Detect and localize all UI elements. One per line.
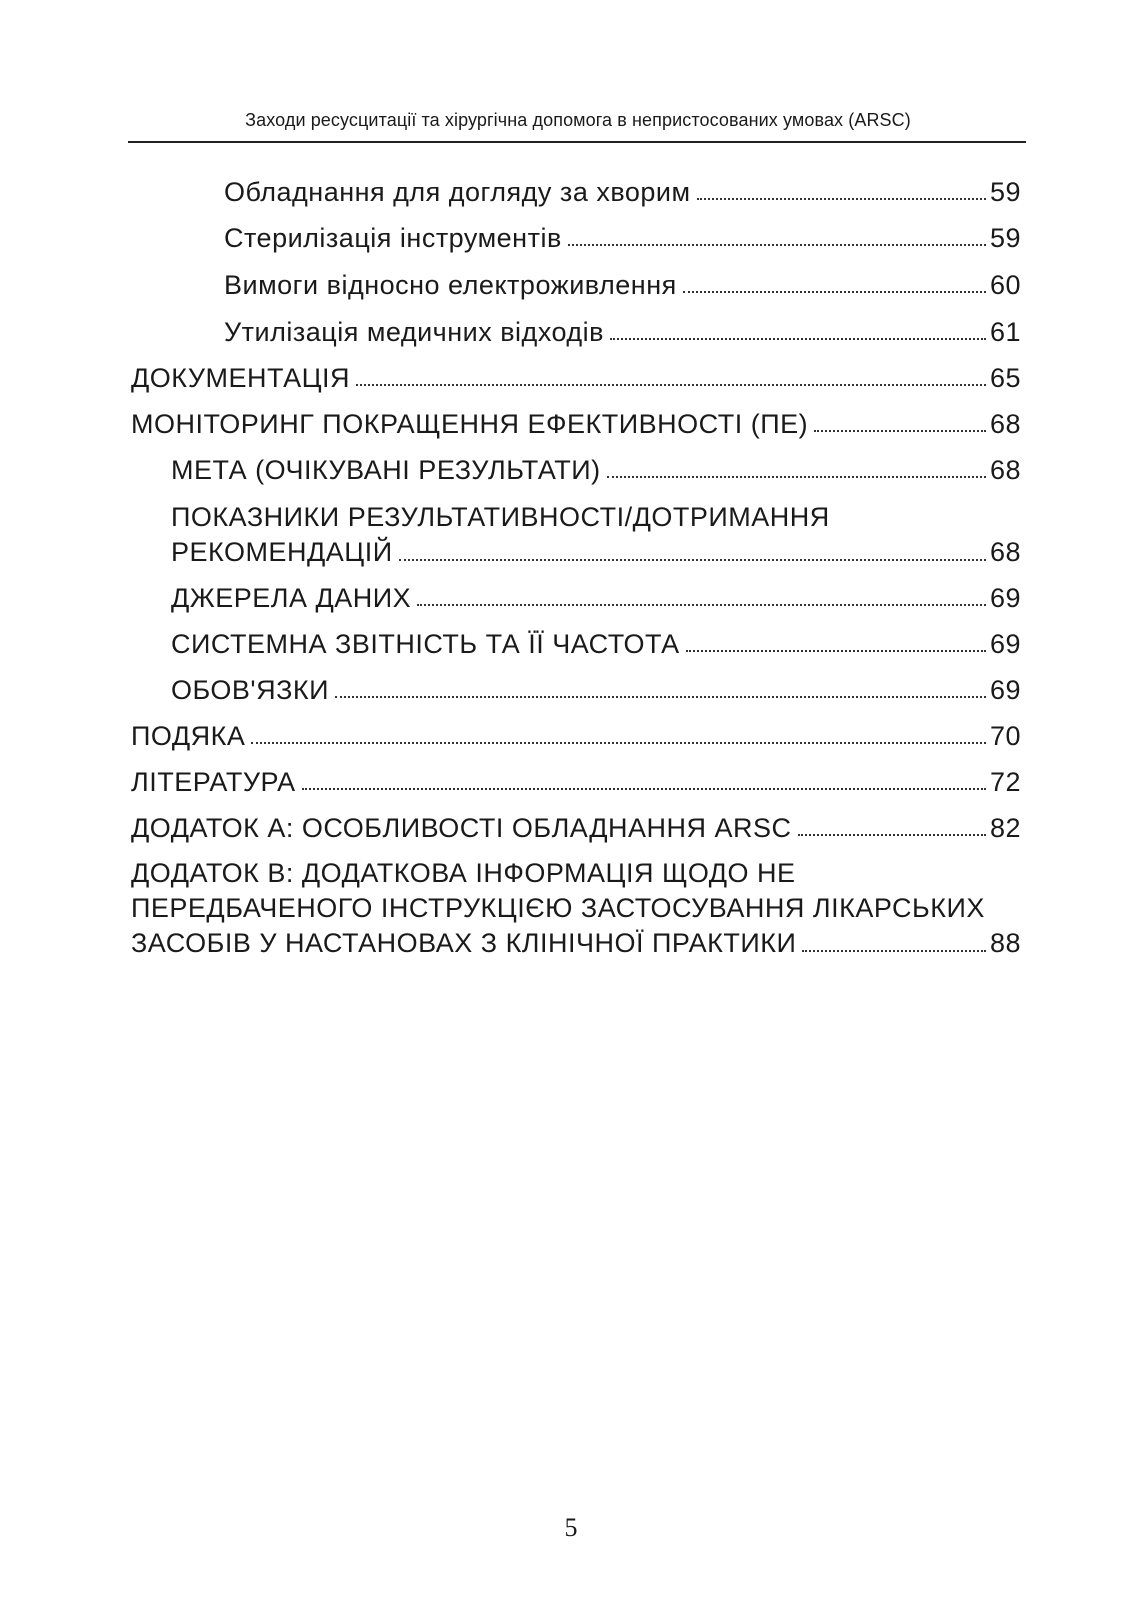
dot-leader bbox=[302, 788, 986, 790]
toc-entry[interactable] bbox=[171, 582, 1021, 615]
dot-leader bbox=[568, 244, 986, 246]
toc-entry[interactable] bbox=[224, 222, 1021, 255]
toc-entry-title-line: ПЕРЕДБАЧЕНОГО ІНСТРУКЦІЄЮ ЗАСТОСУВАННЯ ЛІКАРСЬКИХ bbox=[131, 893, 985, 923]
dot-leader bbox=[697, 198, 986, 200]
toc-entry-title: ЛІТЕРАТУРА bbox=[131, 767, 296, 797]
toc-entry-title: ПОДЯКА bbox=[131, 721, 246, 751]
toc-entry-title: ДЖЕРЕЛА ДАНИХ bbox=[171, 583, 412, 613]
toc-entry-title: СИСТЕМНА ЗВІТНІСТЬ ТА ЇЇ ЧАСТОТА bbox=[171, 629, 680, 659]
toc-entry-page: 72 bbox=[989, 767, 1021, 797]
toc-entry[interactable] bbox=[131, 362, 1021, 395]
toc-entry[interactable] bbox=[131, 408, 1021, 441]
dot-leader bbox=[251, 742, 986, 744]
toc-entry-page: 69 bbox=[989, 629, 1021, 659]
toc-entry-multiline[interactable] bbox=[131, 856, 1021, 961]
toc-entry-page: 70 bbox=[989, 721, 1021, 751]
header-rule bbox=[128, 141, 1026, 143]
running-header: Заходи ресусцитації та хірургічна допомога в непристосованих умовах (ARSC) bbox=[245, 110, 911, 130]
toc-entry[interactable] bbox=[224, 316, 1021, 349]
dot-leader bbox=[814, 430, 986, 432]
toc-entry-page: 68 bbox=[989, 409, 1021, 439]
dot-leader bbox=[399, 559, 986, 561]
toc-entry-title-line: РЕКОМЕНДАЦІЙ bbox=[171, 537, 393, 567]
toc-entry[interactable] bbox=[224, 269, 1021, 302]
toc-entry-page: 82 bbox=[989, 813, 1021, 843]
toc-entry-page: 88 bbox=[989, 928, 1021, 958]
toc-entry-page: 68 bbox=[989, 537, 1021, 567]
toc-entry-page: 69 bbox=[989, 675, 1021, 705]
dot-leader bbox=[683, 291, 986, 293]
toc-entry-title: Стерилізація інструментів bbox=[224, 223, 562, 253]
toc-entry-page: 61 bbox=[989, 317, 1021, 347]
toc-entry[interactable] bbox=[171, 454, 1021, 487]
toc-entry-page: 59 bbox=[989, 223, 1021, 253]
dot-leader bbox=[335, 696, 986, 698]
dot-leader bbox=[607, 476, 986, 478]
toc-entry-page: 60 bbox=[989, 270, 1021, 300]
toc-entry[interactable] bbox=[131, 766, 1021, 799]
toc-entry[interactable] bbox=[131, 720, 1021, 753]
toc-entry-title-line: ПОКАЗНИКИ РЕЗУЛЬТАТИВНОСТІ/ДОТРИМАННЯ bbox=[171, 502, 830, 532]
dot-leader bbox=[356, 384, 986, 386]
toc-entry-title: ДОКУМЕНТАЦІЯ bbox=[131, 363, 351, 393]
toc-entry[interactable] bbox=[171, 628, 1021, 661]
toc-entry-page: 65 bbox=[989, 363, 1021, 393]
dot-leader bbox=[417, 604, 986, 606]
toc-entry-multiline[interactable] bbox=[171, 500, 1021, 570]
dot-leader bbox=[686, 650, 986, 652]
toc-entry-page: 59 bbox=[989, 177, 1021, 207]
toc-entry-title: Утилізація медичних відходів bbox=[224, 317, 605, 347]
dot-leader bbox=[610, 338, 986, 340]
page-number: 5 bbox=[564, 1513, 578, 1542]
toc-entry[interactable] bbox=[224, 176, 1021, 209]
dot-leader bbox=[802, 950, 986, 952]
toc-entry-title: Обладнання для догляду за хворим bbox=[224, 177, 691, 207]
toc-entry-title-line: ЗАСОБІВ У НАСТАНОВАХ З КЛІНІЧНОЇ ПРАКТИКИ bbox=[131, 928, 797, 958]
toc-entry-page: 68 bbox=[989, 455, 1021, 485]
toc-entry-page: 69 bbox=[989, 583, 1021, 613]
toc-entry-title: МЕТА (ОЧІКУВАНІ РЕЗУЛЬТАТИ) bbox=[171, 455, 601, 485]
toc-entry[interactable] bbox=[171, 674, 1021, 707]
toc-entry-title: ДОДАТОК A: ОСОБЛИВОСТІ ОБЛАДНАННЯ ARSC bbox=[131, 813, 792, 843]
toc-entry[interactable] bbox=[131, 812, 1021, 845]
toc-entry-title: ОБОВ'ЯЗКИ bbox=[171, 675, 330, 705]
toc-entry-title: Вимоги відносно електроживлення bbox=[224, 270, 677, 300]
toc-entry-title: МОНІТОРИНГ ПОКРАЩЕННЯ ЕФЕКТИВНОСТІ (ПЕ) bbox=[131, 409, 809, 439]
toc-entry-title-line: ДОДАТОК B: ДОДАТКОВА ІНФОРМАЦІЯ ЩОДО НЕ bbox=[131, 858, 796, 888]
dot-leader bbox=[798, 834, 986, 836]
